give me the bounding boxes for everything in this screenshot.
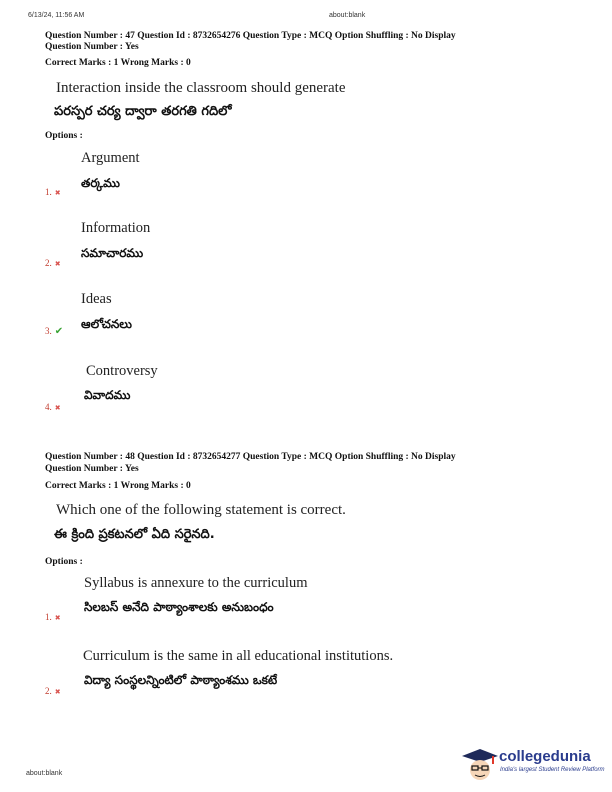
option-text-telugu: సమాచారము — [81, 246, 144, 260]
question-marks: Correct Marks : 1 Wrong Marks : 0 — [45, 58, 191, 68]
option-number-label: 3. — [45, 326, 52, 336]
option-number-label: 4. — [45, 402, 52, 412]
question-text-telugu: ఈ క్రింది ప్రకటనలో ఏది సరైనది. — [54, 527, 215, 542]
question-text-telugu: పరస్పర చర్య ద్వారా తరగతి గదిలో — [54, 104, 232, 119]
option-text-english: Curriculum is the same in all educational institutions. — [83, 648, 394, 664]
option-text-telugu: విద్యా సంస్థలన్నింటిలో పాఠ్యాంశము ఒకటే — [84, 673, 278, 687]
option-number — [45, 612, 61, 622]
print-footer-url: about:blank — [26, 770, 63, 777]
option-number-label: 2. — [45, 686, 52, 696]
option-number-label: 2. — [45, 258, 52, 268]
options-label: Options : — [45, 557, 83, 567]
option-text-english: Syllabus is annexure to the curriculum — [84, 575, 308, 591]
option-number-label: 1. — [45, 612, 52, 622]
option-text-english: Controversy — [86, 363, 158, 379]
option-text-telugu: వివాదము — [84, 388, 131, 402]
option-text-english: Ideas — [81, 291, 112, 307]
wrong-mark-icon: ✖ — [54, 260, 61, 268]
option-number — [45, 187, 61, 197]
option-text-telugu: తర్కము — [81, 176, 120, 190]
option-number — [45, 258, 61, 268]
option-number — [45, 326, 63, 337]
logo-wordmark: collegedunia — [499, 748, 591, 765]
question-meta: Question Number : 48 Question Id : 8732654277 Question Type : MCQ Option Shuffling : No Display — [45, 452, 456, 462]
wrong-mark-icon: ✖ — [54, 189, 61, 197]
wrong-mark-icon: ✖ — [54, 614, 61, 622]
options-label: Options : — [45, 131, 83, 141]
option-number — [45, 402, 61, 412]
question-marks: Correct Marks : 1 Wrong Marks : 0 — [45, 481, 191, 491]
wrong-mark-icon: ✖ — [54, 404, 61, 412]
question-meta-display: Question Number : Yes — [45, 42, 139, 52]
option-text-english: Argument — [81, 150, 140, 166]
option-number-label: 1. — [45, 187, 52, 197]
check-mark-icon: ✔ — [54, 326, 64, 337]
print-url: about:blank — [329, 12, 366, 19]
option-text-telugu: సిలబస్ అనేది పాఠ్యాంశాలకు అనుబంధం — [84, 600, 274, 614]
wrong-mark-icon: ✖ — [54, 688, 61, 696]
question-meta: Question Number : 47 Question Id : 8732654276 Question Type : MCQ Option Shuffling : No Display — [45, 31, 456, 41]
question-meta-display: Question Number : Yes — [45, 464, 139, 474]
option-text-telugu: ఆలోచనలు — [81, 317, 132, 331]
question-text-english: Which one of the following statement is correct. — [56, 502, 346, 518]
print-timestamp: 6/13/24, 11:56 AM — [28, 12, 85, 19]
question-text-english: Interaction inside the classroom should generate — [56, 80, 346, 96]
option-number — [45, 686, 61, 696]
logo-tagline: India's largest Student Review Platform — [500, 767, 605, 773]
option-text-english: Information — [81, 220, 151, 236]
